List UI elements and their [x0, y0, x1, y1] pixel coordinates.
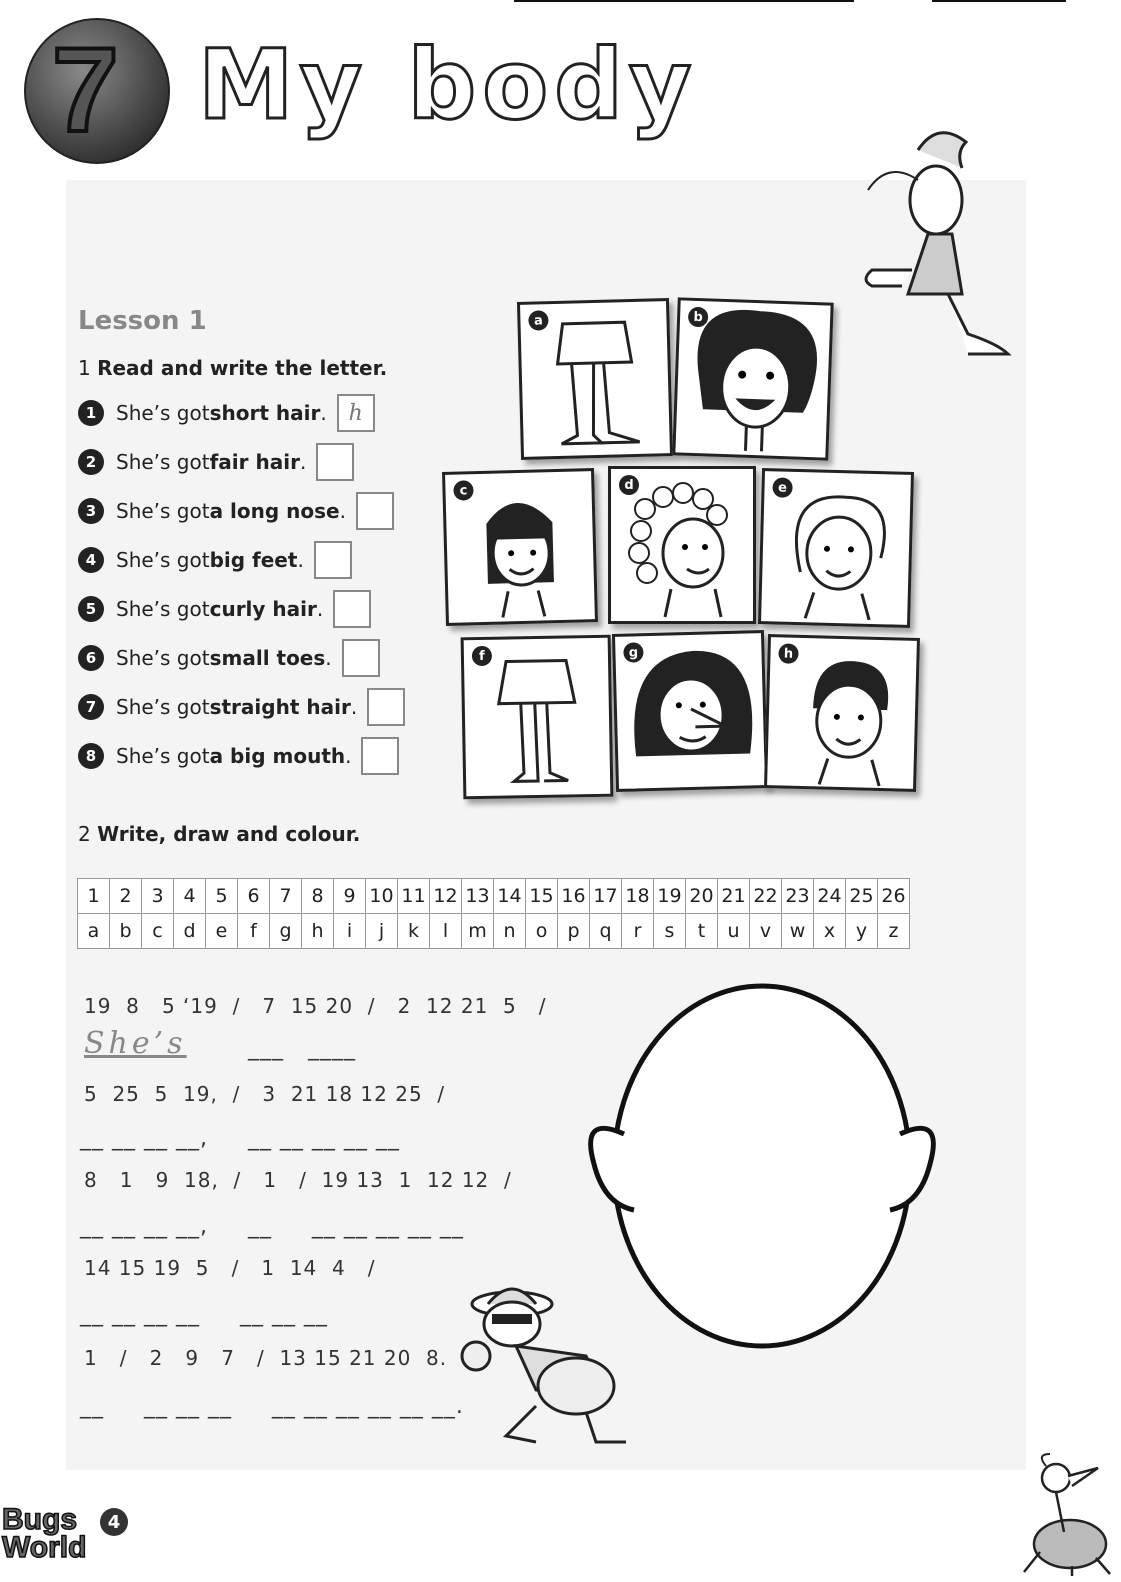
picture-card-f	[461, 635, 614, 800]
item-number-badge: 4	[78, 547, 104, 573]
code-letter-cell: v	[750, 914, 782, 949]
task1-heading	[78, 356, 387, 380]
answer-box[interactable]	[316, 443, 354, 481]
item-text: She’s got	[116, 401, 210, 425]
item-period: .	[297, 548, 304, 572]
code-letter-cell: k	[398, 914, 430, 949]
answer-blanks-1[interactable]: ___ ____	[248, 1036, 356, 1061]
code-letter-cell: j	[366, 914, 398, 949]
page-title: My body	[198, 29, 698, 141]
code-number-cell: 10	[366, 879, 398, 914]
code-line-3: 8 1 9 18, / 1 / 19 13 1 12 12 /	[84, 1168, 512, 1192]
card-letter-d: d	[619, 475, 639, 495]
item-number-badge: 8	[78, 743, 104, 769]
bugs-world-logo	[2, 1503, 87, 1564]
code-number-cell: 12	[430, 879, 462, 914]
item-feature: small toes	[209, 646, 326, 670]
code-number-cell: 7	[270, 879, 302, 914]
code-number-cell: 23	[782, 879, 814, 914]
card-letter-c: c	[453, 480, 474, 501]
code-number-cell: 22	[750, 879, 782, 914]
code-letter-cell: o	[526, 914, 558, 949]
card-letter-a: a	[528, 310, 549, 331]
code-letter-cell: y	[846, 914, 878, 949]
code-letter-cell: q	[590, 914, 622, 949]
code-letter-cell: p	[558, 914, 590, 949]
item-feature: a big mouth	[209, 744, 346, 768]
item-period: .	[345, 744, 352, 768]
code-letter-cell: f	[238, 914, 270, 949]
answer-box[interactable]	[333, 590, 371, 628]
task2-heading	[78, 822, 360, 846]
picture-card-b	[672, 297, 833, 460]
item-number-badge: 3	[78, 498, 104, 524]
picture-card-a	[517, 298, 673, 460]
code-letter-cell: c	[142, 914, 174, 949]
picture-card-c	[442, 468, 598, 626]
code-number-cell: 26	[878, 879, 910, 914]
code-letter-cell: z	[878, 914, 910, 949]
code-number-cell: 6	[238, 879, 270, 914]
code-letters-row	[78, 914, 910, 949]
logo-line-2: World	[2, 1531, 87, 1564]
task1-instruction: Read and write the letter.	[97, 356, 388, 380]
card-letter-f: f	[472, 646, 492, 666]
code-letter-cell: b	[110, 914, 142, 949]
code-letter-cell: h	[302, 914, 334, 949]
item-period: .	[325, 646, 332, 670]
task2-instruction: Write, draw and colour.	[97, 822, 361, 846]
task1-item	[78, 447, 354, 477]
item-period: .	[350, 695, 358, 719]
code-number-cell: 15	[526, 879, 558, 914]
picture-card-e	[758, 468, 914, 628]
code-number-cell: 3	[142, 879, 174, 914]
picture-card-h	[764, 634, 920, 792]
code-letter-cell: i	[334, 914, 366, 949]
answer-blanks-4[interactable]: __ __ __ __ __ __ __	[80, 1302, 328, 1327]
code-numbers-row	[78, 879, 910, 914]
task1-number: 1	[78, 356, 91, 380]
task1-item	[78, 692, 405, 722]
card-letter-b: b	[688, 307, 709, 328]
item-number-badge: 2	[78, 449, 104, 475]
item-text: She’s got	[116, 597, 210, 621]
code-number-cell: 18	[622, 879, 654, 914]
code-number-cell: 14	[494, 879, 526, 914]
code-letter-cell: r	[622, 914, 654, 949]
code-letter-cell: a	[78, 914, 110, 949]
code-letter-cell: g	[270, 914, 302, 949]
answer-box[interactable]: h	[337, 394, 375, 432]
item-number-badge: 1	[78, 400, 104, 426]
code-letter-cell: e	[206, 914, 238, 949]
code-number-cell: 24	[814, 879, 846, 914]
code-line-1: 19 8 5 ‘19 / 7 15 20 / 2 12 21 5 /	[84, 994, 547, 1018]
code-number-cell: 1	[78, 879, 110, 914]
name-line[interactable]	[514, 0, 854, 2]
task1-item	[78, 496, 394, 526]
card-letter-e: e	[772, 477, 793, 498]
code-line-4: 14 15 19 5 / 1 14 4 /	[84, 1256, 376, 1280]
item-feature: big feet	[209, 548, 298, 572]
logo-line-1: Bugs	[2, 1503, 77, 1536]
item-text: She’s got	[116, 450, 210, 474]
item-number-badge: 5	[78, 596, 104, 622]
item-text: She’s got	[116, 499, 210, 523]
item-period: .	[316, 597, 324, 621]
item-text: She’s got	[116, 646, 210, 670]
task1-item	[78, 741, 399, 771]
code-line-5: 1 / 2 9 7 / 13 15 21 20 8.	[84, 1346, 448, 1370]
task1-item	[78, 643, 380, 673]
lesson-heading: Lesson 1	[78, 306, 207, 336]
card-letter-h: h	[778, 643, 799, 664]
level-badge: 4	[100, 1508, 128, 1536]
item-text: She’s got	[116, 744, 210, 768]
task1-item	[78, 545, 352, 575]
code-line-2: 5 25 5 19, / 3 21 18 12 25 /	[84, 1082, 446, 1106]
unit-number: 7	[52, 23, 119, 157]
answer-box[interactable]	[342, 639, 380, 677]
card-letter-g: g	[623, 642, 644, 663]
code-number-cell: 5	[206, 879, 238, 914]
code-letter-cell: d	[174, 914, 206, 949]
item-feature: fair hair	[209, 450, 300, 474]
code-letter-cell: x	[814, 914, 846, 949]
answer-blanks-5[interactable]: __ __ __ __ __ __ __ __ __ __.	[80, 1394, 464, 1419]
bird-bug-mascot-illustration	[1016, 1452, 1116, 1578]
item-text: She’s got	[116, 548, 210, 572]
bug-character-girl-illustration	[858, 130, 1018, 362]
task1-item	[78, 594, 371, 624]
answer-blanks-3[interactable]: __ __ __ __, __ __ __ __ __ __	[80, 1214, 464, 1239]
answer-blanks-2[interactable]: __ __ __ __, __ __ __ __ __	[80, 1126, 400, 1151]
task2-number: 2	[78, 822, 91, 846]
code-number-cell: 25	[846, 879, 878, 914]
task1-item	[78, 398, 375, 428]
answer-box[interactable]	[361, 737, 399, 775]
code-letter-cell: s	[654, 914, 686, 949]
answer-box[interactable]	[314, 541, 352, 579]
code-number-cell: 2	[110, 879, 142, 914]
detective-bug-illustration	[436, 1276, 652, 1452]
number-letter-code-table	[77, 878, 910, 949]
code-number-cell: 20	[686, 879, 718, 914]
code-number-cell: 16	[558, 879, 590, 914]
answer-box[interactable]	[356, 492, 394, 530]
item-period: .	[299, 450, 307, 474]
item-period: .	[320, 401, 327, 425]
item-number-badge: 7	[78, 694, 104, 720]
answer-box[interactable]	[367, 688, 405, 726]
item-feature: curly hair	[209, 597, 317, 621]
code-number-cell: 8	[302, 879, 334, 914]
code-letter-cell: u	[718, 914, 750, 949]
item-feature: a long nose	[209, 499, 340, 523]
code-letter-cell: w	[782, 914, 814, 949]
code-number-cell: 13	[462, 879, 494, 914]
item-number-badge: 6	[78, 645, 104, 671]
code-number-cell: 11	[398, 879, 430, 914]
code-letter-cell: n	[494, 914, 526, 949]
code-letter-cell: l	[430, 914, 462, 949]
unit-globe-badge	[24, 18, 170, 164]
code-number-cell: 9	[334, 879, 366, 914]
code-number-cell: 17	[590, 879, 622, 914]
picture-card-g	[612, 630, 768, 792]
code-letter-cell: t	[686, 914, 718, 949]
date-line[interactable]	[932, 0, 1066, 2]
picture-card-d	[608, 466, 756, 624]
code-number-cell: 4	[174, 879, 206, 914]
item-text: She’s got	[116, 695, 210, 719]
code-number-cell: 21	[718, 879, 750, 914]
item-feature: straight hair	[209, 695, 351, 719]
code-letter-cell: m	[462, 914, 494, 949]
item-feature: short hair	[209, 401, 321, 425]
code-number-cell: 19	[654, 879, 686, 914]
item-period: .	[339, 499, 346, 523]
example-answer: She’s	[84, 1026, 187, 1061]
